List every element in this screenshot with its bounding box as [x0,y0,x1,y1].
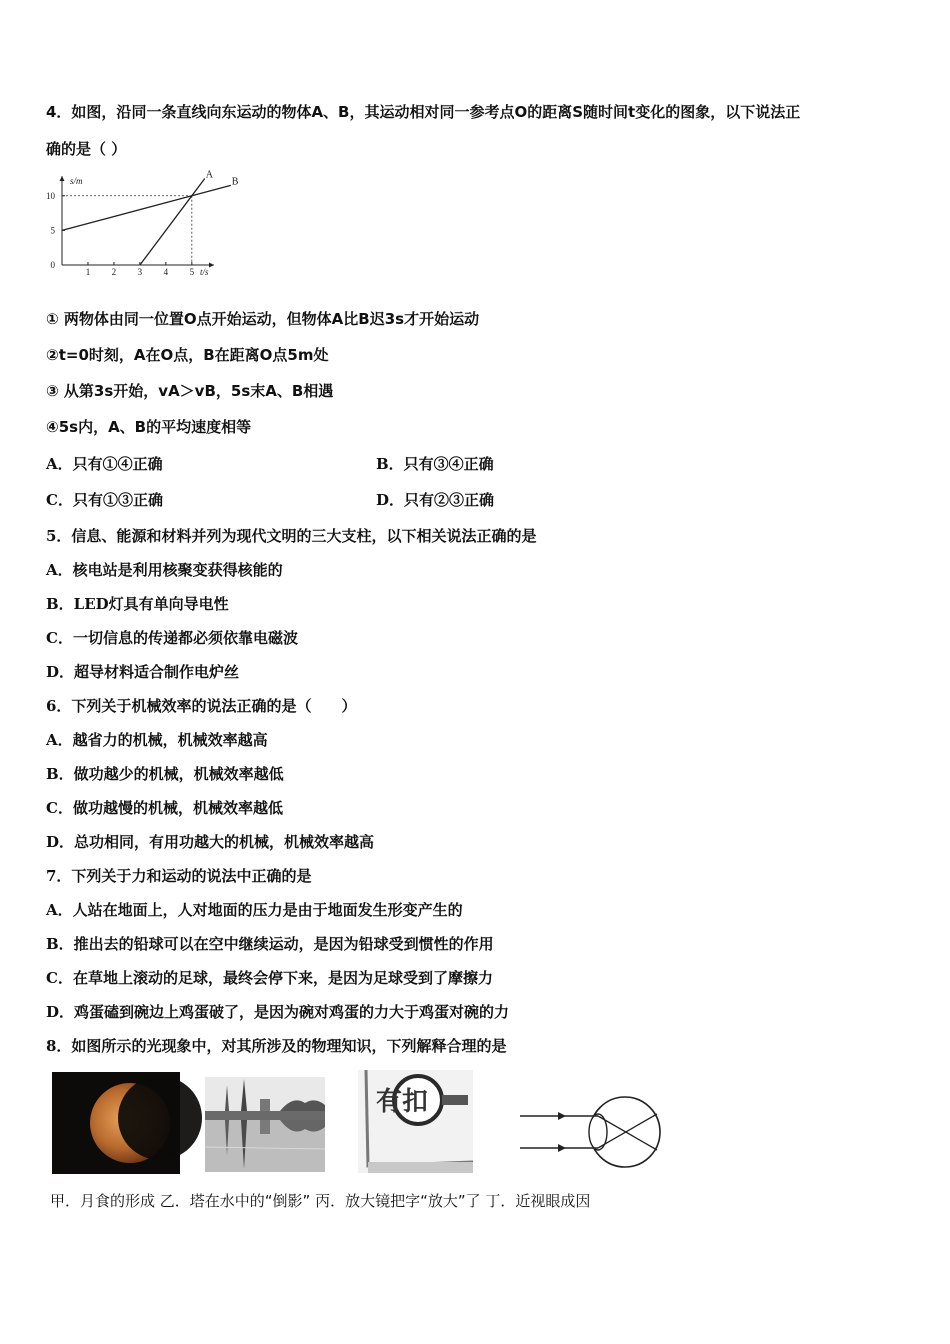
tower-reflection-image [205,1077,325,1172]
x-tick-label: 4 [163,267,169,277]
q7-option-a: A．人站在地面上，人对地面的压力是由于地面发生形变产生的 [46,901,463,919]
x-axis-label: t/s [200,267,209,277]
q4-stem-line1: 4．如图，沿同一条直线向东运动的物体A、B，其运动相对同一参考点O的距离S随时间t变化的图象，以下说法正 [46,103,801,121]
x-tick-label: 2 [111,267,117,277]
q4-option-a: A．只有①④正确 [46,455,163,473]
series-line-b [62,185,231,230]
q7-option-c: C．在草地上滚动的足球，最终会停下来，是因为足球受到了摩擦力 [46,969,493,987]
myopia-eye-diagram [520,1090,665,1170]
st-graph [40,169,239,282]
q5-stem: 5．信息、能源和材料并列为现代文明的三大支柱，以下相关说法正确的是 [46,527,537,545]
q4-statement-1: ① 两物体由同一位置O点开始运动，但物体A比B迟3s才开始运动 [46,310,480,328]
q4-statement-2: ②t=0时刻，A在O点，B在距离O点5m处 [46,346,329,364]
q4-option-d: D．只有②③正确 [376,491,495,509]
y-tick-label: 10 [46,190,55,201]
q6-stem: 6．下列关于机械效率的说法正确的是（ ） [46,697,357,715]
y-tick-label: 5 [50,225,55,236]
lunar-eclipse-image [52,1072,180,1174]
q6-option-c: C．做功越慢的机械，机械效率越低 [46,799,283,817]
q5-option-b: B．LED灯具有单向导电性 [46,595,229,613]
q4-option-c: C．只有①③正确 [46,491,163,509]
y-axis-label: s/m [70,176,83,186]
q7-stem: 7．下列关于力和运动的说法中正确的是 [46,867,312,885]
q8-stem: 8．如图所示的光现象中，对其所涉及的物理知识，下列解释合理的是 [46,1037,507,1055]
x-tick-label: 5 [189,267,195,277]
q6-option-d: D．总功相同，有用功越大的机械，机械效率越高 [46,833,375,851]
y-tick-label: 0 [50,260,55,270]
y-axis-arrow [60,176,65,181]
q5-option-a: A．核电站是利用核聚变获得核能的 [46,561,283,579]
q4-statement-3: ③ 从第3s开始，vA＞vB，5s末A、B相遇 [46,382,334,400]
q6-option-a: A．越省力的机械，机械效率越高 [46,731,268,749]
series-label-a: A [205,169,214,181]
q4-stem-line2: 确的是（ ） [46,140,127,158]
magnifier-image [358,1070,473,1173]
q4-statement-4: ④5s内，A、B的平均速度相等 [46,418,252,436]
q7-option-d: D．鸡蛋磕到碗边上鸡蛋破了，是因为碗对鸡蛋的力大于鸡蛋对碗的力 [46,1003,510,1021]
q7-option-b: B．推出去的铅球可以在空中继续运动，是因为铅球受到惯性的作用 [46,935,494,953]
series-line-a [140,179,205,266]
x-axis-arrow [209,263,214,268]
series-label-b: B [231,176,239,188]
q4-option-b: B．只有③④正确 [376,455,494,473]
q5-option-c: C．一切信息的传递都必须依靠电磁波 [46,629,298,647]
x-tick-label: 1 [85,267,91,277]
q5-option-d: D．超导材料适合制作电炉丝 [46,663,240,681]
magnified-text: 有扣 [376,1087,429,1117]
q6-option-b: B．做功越少的机械，机械效率越低 [46,765,284,783]
q8-caption: 甲．月食的形成 乙．塔在水中的“倒影” 丙．放大镜把字“放大”了 丁．近视眼成因 [50,1192,591,1210]
x-tick-label: 3 [137,267,143,277]
